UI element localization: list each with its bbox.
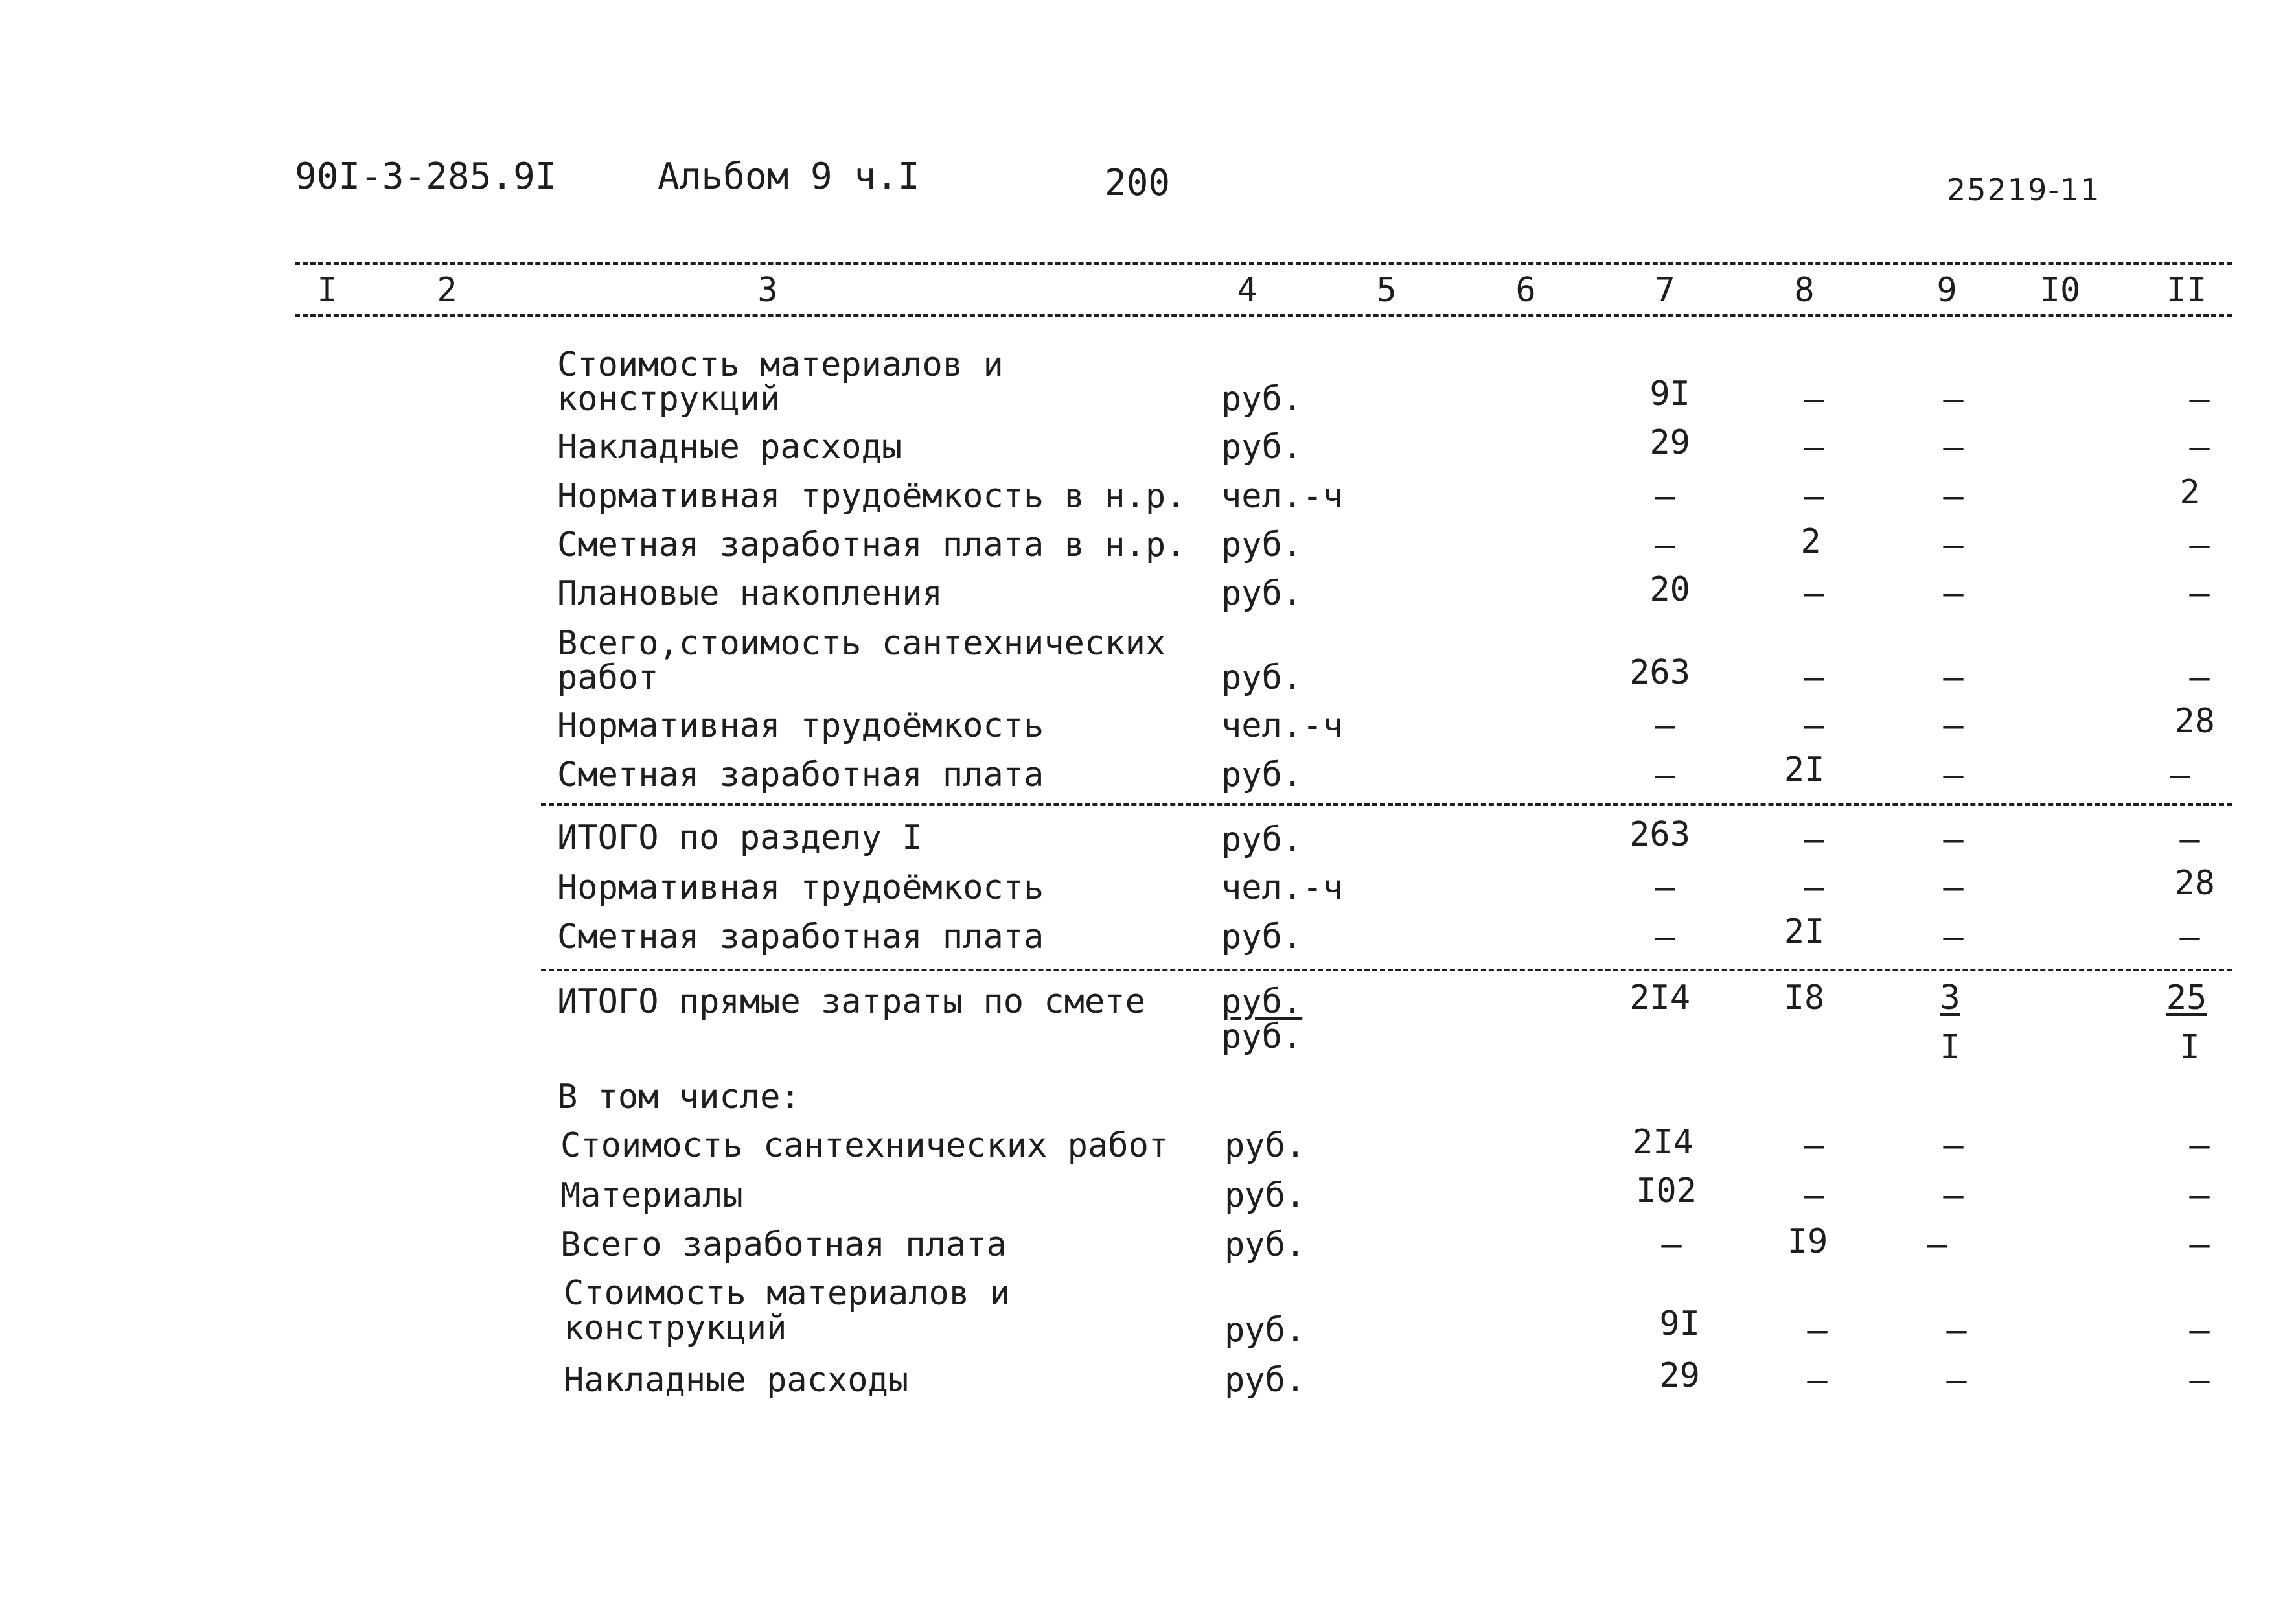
cell-col11: 28 [2174, 702, 2215, 741]
row-name: Всего заработная плата [560, 1225, 1007, 1264]
cell-col11: – [2170, 756, 2190, 794]
album-label: Альбом 9 ч.I [658, 156, 920, 198]
cell-col8: – [1807, 1361, 1828, 1400]
row-name: конструкций [564, 1309, 787, 1348]
cell-col11: – [2189, 526, 2210, 564]
row-name: Всего,стоимость сантехнических [557, 624, 1166, 663]
cell-col9: – [1946, 1311, 1967, 1350]
cell-col11: – [2189, 574, 2210, 613]
row-name: Стоимость материалов и [564, 1274, 1010, 1313]
cell-col11: – [2189, 658, 2210, 697]
cell-col7: – [1655, 477, 1675, 516]
cell-col11: 28 [2174, 864, 2215, 903]
cell-col9: – [1927, 1225, 1947, 1264]
row-name: ИТОГО по разделу I [557, 818, 923, 857]
column-number: 4 [1237, 271, 1257, 310]
row-unit: руб. [1224, 1126, 1306, 1165]
cell-col8: – [1804, 477, 1824, 516]
row-unit: руб. [1224, 1311, 1306, 1350]
cell-col11: – [2189, 380, 2210, 419]
cell-col9: – [1946, 1361, 1967, 1400]
cell-col8: 2I [1784, 750, 1825, 789]
cell-col11: – [2189, 428, 2210, 467]
cell-col7: – [1655, 868, 1675, 907]
cell-col8: I9 [1787, 1222, 1828, 1261]
cell-col8: – [1804, 428, 1824, 467]
cell-col11: 2 [2179, 473, 2200, 512]
cell-col8: – [1807, 1311, 1828, 1350]
cell-col9: – [1943, 868, 1964, 907]
cell-col8: – [1804, 868, 1824, 907]
cell-col7: – [1655, 918, 1675, 956]
column-number: 8 [1794, 271, 1815, 310]
cell-col11: – [2179, 820, 2200, 859]
subsection-heading: В том числе: [557, 1078, 801, 1116]
cell-col9: – [1943, 706, 1964, 745]
cell-col8: 2I [1784, 912, 1825, 951]
row-name: Сметная заработная плата в н.р. [557, 526, 1186, 564]
cell-col11: – [2179, 918, 2200, 956]
cell-col9: – [1943, 1126, 1964, 1165]
cell-col7: – [1655, 526, 1675, 564]
row-unit: руб. [1224, 1225, 1306, 1264]
cell-col8: I8 [1784, 978, 1825, 1017]
column-number: I0 [2039, 271, 2081, 310]
page-number: 200 [1105, 162, 1171, 204]
column-number: 3 [757, 271, 778, 310]
row-unit: руб. [1221, 428, 1303, 467]
row-unit: руб. [1221, 982, 1303, 1021]
row-name: Стоимость материалов и [557, 345, 1004, 384]
cell-col11: – [2189, 1225, 2210, 1264]
row-name: ИТОГО прямые затраты по смете [557, 982, 1145, 1021]
cell-col8: – [1804, 574, 1824, 613]
cell-col7: – [1655, 706, 1675, 745]
cell-col8: – [1804, 1176, 1824, 1215]
cell-col9: – [1943, 526, 1964, 564]
header-bottom-rule [295, 314, 2232, 317]
cell-col11: – [2189, 1176, 2210, 1215]
cell-col11-denominator: I [2179, 1028, 2200, 1067]
row-unit: руб. [1221, 658, 1303, 697]
cell-col8: 2 [1800, 522, 1821, 561]
row-unit: руб. [1224, 1176, 1306, 1215]
cell-col8: – [1804, 380, 1824, 419]
cell-col11: – [2189, 1311, 2210, 1350]
column-number: 2 [437, 271, 457, 310]
column-number: 5 [1376, 271, 1397, 310]
row-name: Сметная заработная плата [557, 756, 1044, 794]
cell-col9: – [1943, 428, 1964, 467]
row-unit: чел.-ч [1221, 477, 1343, 516]
row-name: работ [557, 658, 659, 697]
column-number: I [317, 271, 338, 310]
cell-col9: – [1943, 658, 1964, 697]
cell-col8: – [1804, 1126, 1824, 1165]
row-name: Накладные расходы [557, 428, 902, 467]
row-name: Нормативная трудоёмкость [557, 706, 1044, 745]
column-number: 6 [1515, 271, 1536, 310]
row-unit: чел.-ч [1221, 706, 1343, 745]
row-unit: руб. [1221, 526, 1303, 564]
cell-col7: I02 [1636, 1172, 1697, 1210]
row-name: Нормативная трудоёмкость в н.р. [557, 477, 1186, 516]
cell-col9: – [1943, 918, 1964, 956]
cell-col7: 2I4 [1629, 978, 1690, 1017]
row-name: Нормативная трудоёмкость [557, 868, 1044, 907]
row-unit: руб. [1224, 1361, 1306, 1400]
cell-col7: 9I [1659, 1304, 1700, 1343]
sheet-code: 25219-11 [1947, 172, 2101, 207]
cell-col9: – [1943, 820, 1964, 859]
row-unit: чел.-ч [1221, 868, 1343, 907]
cell-col9: – [1943, 380, 1964, 419]
row-unit: руб. [1221, 380, 1303, 419]
cell-col9-numerator: 3 [1940, 978, 1960, 1017]
column-number: II [2166, 271, 2207, 310]
cell-col7: – [1655, 756, 1675, 794]
row-name: Сметная заработная плата [557, 918, 1044, 956]
row-unit: руб. [1221, 820, 1303, 859]
row-name: конструкций [557, 380, 781, 419]
header-top-rule [295, 262, 2232, 265]
cell-col7: 29 [1659, 1356, 1700, 1395]
row-name: Плановые накопления [557, 574, 943, 613]
section-separator [541, 969, 2232, 971]
cell-col9-denominator: I [1940, 1028, 1960, 1067]
cell-col9: – [1943, 1176, 1964, 1215]
cell-col7: 2I4 [1633, 1123, 1693, 1162]
cell-col9: – [1943, 477, 1964, 516]
cell-col7: 9I [1649, 375, 1690, 413]
row-unit: руб. [1221, 574, 1303, 613]
row-unit: руб. [1221, 756, 1303, 794]
cell-col7: 263 [1629, 653, 1690, 692]
cell-col11: – [2189, 1126, 2210, 1165]
cell-col8: – [1804, 820, 1824, 859]
cell-col7: – [1661, 1225, 1682, 1264]
column-number: 9 [1936, 271, 1957, 310]
section-separator [541, 804, 2232, 806]
cell-col11: – [2189, 1361, 2210, 1400]
cell-col7: 20 [1649, 570, 1690, 609]
row-name: Накладные расходы [564, 1361, 909, 1400]
cell-col8: – [1804, 658, 1824, 697]
cell-col11-numerator: 25 [2166, 978, 2207, 1017]
column-number: 7 [1655, 271, 1675, 310]
cell-col7: 29 [1649, 423, 1690, 462]
cell-col8: – [1804, 706, 1824, 745]
cell-col9: – [1943, 574, 1964, 613]
cell-col9: – [1943, 756, 1964, 794]
row-unit: руб. [1221, 1017, 1303, 1056]
cell-col7: 263 [1629, 815, 1690, 854]
document-number: 90I-3-285.9I [295, 156, 557, 198]
row-unit: руб. [1221, 918, 1303, 956]
row-name: Материалы [560, 1176, 743, 1215]
row-name: Стоимость сантехнических работ [560, 1126, 1169, 1165]
